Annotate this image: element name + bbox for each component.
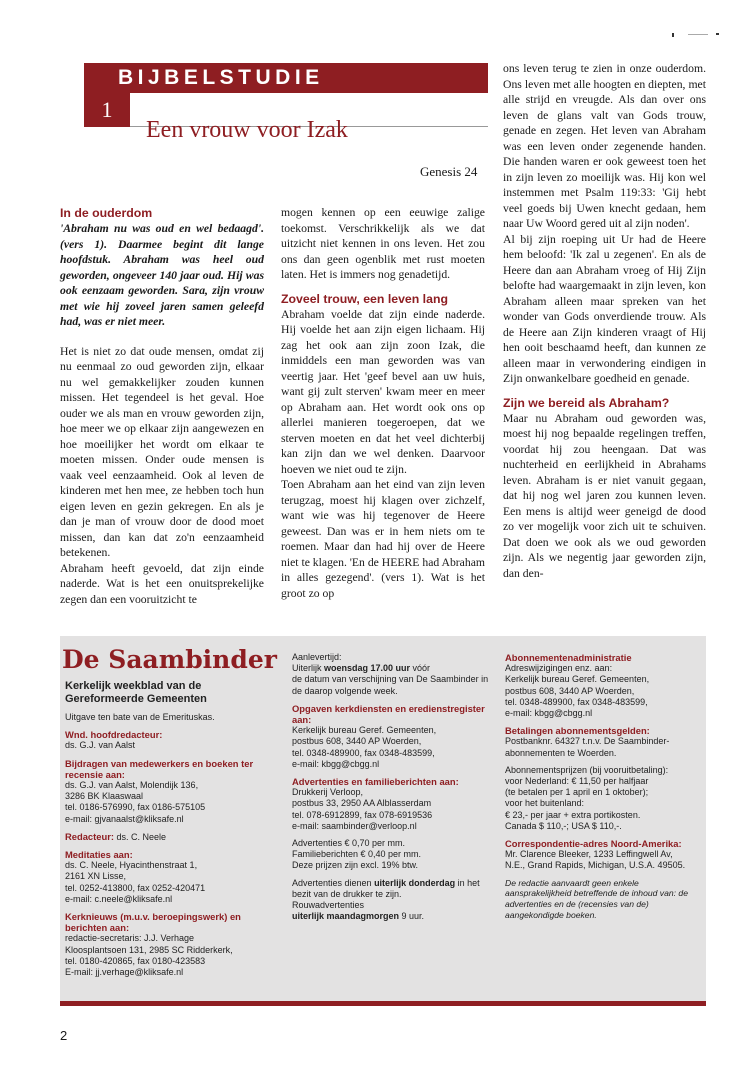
block-line: in het bezit van de drukker te zijn.	[292, 877, 480, 899]
block-line: tel. 0348-489900, fax 0348-483599,	[505, 696, 648, 707]
block-line: de datum van verschijning van De Saambinder in de daarop volgende week.	[292, 674, 489, 696]
block-line: tel. 0186-576990, fax 0186-575105	[65, 802, 206, 813]
paragraph: Al bij zijn roeping uit Ur had de Heere hem beloofd: 'Ik zal u zegenen'. En als de Heere dan aan Abraham vroeg of Hij Zijn belofte had waargemaakt in zijn leven, kon Abraham alleen maar spreken van het wonder van Gods onverdiende trouw. Als de Heere aan Zijn kinderen vraagt of Hij hen ooit beschaamd heeft, dan kunnen ze alleen maar in verwondering eindigen in Zijn onwankelbare goedheid en genade.	[503, 232, 706, 385]
paragraph: Het is niet zo dat oude mensen, omdat zij nu eenmaal zo oud geworden zijn, elkaar nu wel gemakkelijker zouden kunnen missen. Het tegendeel is het geval. Hoe ouder we als man en vrouw geworden zijn, hoe meer we op elkaar zijn aangewezen en hoe moeilijker het wordt om elkaar te moeten missen. Onder oude mensen is vaak veel eenzaamheid. Ook al leven de kinderen met hen mee, ze hebben toch hun eigen leven en gezin gekregen. En als je dan je man of vrouw door de dood moet missen, dan kan dat zo'n eenzaamheid betekenen.	[60, 344, 264, 559]
paragraph: mogen kennen op een eeuwige zalige toekomst. Verschrikkelijk als we dat uitzicht niet kennen in ons leven. Het zou ons dan geen ogenblik met rust moeten laten. Het is immers nog genadetijd.	[281, 206, 485, 281]
paragraph: ons leven terug te zien in onze ouderdom. Ons leven met alle hoogten en diepten, met alle strijd en vreugde. Als dan over ons leven de glans valt van Gods trouw, genade en zegen. Het leven van Abraham was een leven onder zegenende handen. Die handen waren er ook geweest toen het in zijn leven zo moeilijk was. Hij kon wel instemmen met Psalm 119:33: 'Gij hebt veel goeds bij Uwen knecht gedaan, hem naar Uw Woord gered uit al zijn noden'.	[503, 62, 706, 230]
block-line: abonnementen te Woerden.	[505, 747, 617, 758]
block-heading: Wnd. hoofdredacteur:	[65, 729, 163, 741]
block-line: Postbanknr. 64327 t.n.v. De Saambinder-	[505, 736, 670, 747]
block-line: postbus 33, 2950 AA Alblasserdam	[292, 798, 432, 809]
section-heading: Zoveel trouw, een leven lang	[281, 291, 448, 306]
section-banner-label: BIJBELSTUDIE	[118, 66, 324, 89]
paragraph: Abraham heeft gevoeld, dat zijn einde naderde. Wat is het een onuitsprekelijke zegen dan een vooruitzicht te	[60, 561, 264, 606]
block-line: ds. C. Neele	[113, 831, 167, 842]
block-line: Familieberichten € 0,40 per mm.	[292, 849, 422, 860]
deadline-day: uiterlijk donderdag	[374, 877, 456, 888]
block-line: ds. G.J. van Aalst, Molendijk 136,	[65, 780, 199, 791]
block-heading: Redacteur:	[65, 830, 114, 842]
block-heading: Meditaties aan:	[65, 849, 133, 861]
block-line: Mr. Clarence Bleeker, 1233 Leffingwell Av,	[505, 849, 673, 860]
block-line: e-mail: kbgg@cbgg.nl	[292, 758, 380, 769]
block-line: voor het buitenland:	[505, 798, 585, 809]
page-number: 2	[60, 1028, 68, 1043]
subtitle: Kerkelijk weekblad van de Gereformeerde Gemeenten	[65, 680, 207, 705]
block-line: ds. C. Neele, Hyacinthenstraat 1,	[65, 860, 198, 871]
column-1	[60, 205, 264, 607]
block-line: ds. G.J. van Aalst	[65, 740, 136, 751]
block-line: e-mail: kbgg@cbgg.nl	[505, 708, 593, 719]
saambinder-logo: De Saambinder	[62, 645, 277, 674]
scan-mark	[716, 33, 719, 35]
deadline-day: uiterlijk maandagmorgen	[292, 911, 400, 922]
block-line: Kerkelijk bureau Geref. Gemeenten,	[505, 674, 650, 685]
column-3	[503, 61, 706, 581]
block-line: tel. 0252-413800, fax 0252-420471	[65, 882, 206, 893]
block-line: Drukkerij Verloop,	[292, 787, 364, 798]
block-line: redactie-secretaris: J.J. Verhage	[65, 933, 195, 944]
block-line: 2161 XN Lisse,	[65, 871, 127, 882]
lesson-number: 1	[101, 97, 113, 122]
block-line: Aanlevertijd:	[292, 652, 342, 662]
block-line: Rouwadvertenties	[292, 900, 365, 911]
block-heading: Bijdragen van medewerkers en boeken ter recensie aan:	[65, 757, 254, 780]
paragraph: Toen Abraham aan het eind van zijn leven terugzag, moest hij klagen over zichzelf, want wie was hij tegenover de Heere geweest. Dan was er in hem niets om te roemen. Maar dan had hij over de Heere niet te klagen. 'En de HEERE had Abraham in alles gezegend'. (vers 1). Wat is het groot zo op	[281, 478, 485, 600]
block-line: e-mail: gjvanaalst@kliksafe.nl	[65, 813, 184, 824]
block-line: tel. 0348-489900, fax 0348-483599,	[292, 747, 435, 758]
article-title: Een vrouw voor Izak	[146, 117, 348, 143]
block-line: € 23,- per jaar + extra portikosten.	[505, 809, 641, 820]
colophon-column-3	[505, 652, 705, 921]
block-line: tel. 078-6912899, fax 078-6919536	[292, 809, 433, 820]
block-line: Adreswijzigingen enz. aan:	[505, 663, 613, 674]
block-heading: Kerknieuws (m.u.v. beroepingswerk) en berichten aan:	[65, 911, 241, 934]
block-line: e-mail: c.neele@kliksafe.nl	[65, 893, 173, 904]
block-line: voor Nederland: € 11,50 per halfjaar	[505, 776, 649, 787]
intro-text: 'Abraham nu was oud en wel bedaagd'. (vers 1). Daarmee begint dit lange hoofdstuk. Abraham was heel oud geworden, ongeveer 140 jaar oud. Hij was ook eenzaam geworden. Sara, zijn vrouw met wie hij zoveel jaren samen geleefd had, was er niet meer.	[60, 222, 264, 328]
block-line: postbus 608, 3440 AP Woerden,	[292, 736, 422, 747]
block-line: (te betalen per 1 april en 1 oktober);	[505, 787, 649, 798]
colophon-column-1	[65, 680, 275, 978]
block-line: postbus 608, 3440 AP Woerden,	[505, 685, 635, 696]
block-line: Canada $ 110,-; USA $ 110,-.	[505, 820, 622, 831]
column-2	[281, 205, 485, 601]
scan-mark	[672, 33, 674, 37]
deadline-time: woensdag 17.00 uur	[324, 663, 411, 674]
section-heading: In de ouderdom	[60, 206, 153, 220]
colophon-column-2	[292, 652, 492, 922]
block-line: Advertenties € 0,70 per mm.	[292, 838, 406, 849]
block-heading: Betalingen abonnementsgelden:	[505, 725, 650, 737]
disclaimer: De redactie aanvaardt geen enkele aansprakelijkheid betreffende de inhoud van: de advertenties en de (recensies van de) aangekondigde boeken.	[505, 877, 688, 921]
block-line: 3286 BK Klaaswaal	[65, 791, 144, 802]
paragraph: Maar nu Abraham oud geworden was, moest hij nog bepaalde regelingen treffen, voordat hij zou heengaan. Dat was nuchterheid en eerlijkheid in Abrahams leven. Abraham is er niet vanuit gegaan, dat hij nog wel jaren zou kunnen leven. Een mens is altijd weer geneigd de dood zo ver mogelijk voor zich uit te schuiven. Dat doen we ook als we oud geworden zijn. Als we negentig jaar geworden zijn, dan den-	[503, 411, 706, 580]
block-line: 9 uur.	[399, 911, 425, 922]
block-line: Abonnementsprijzen (bij vooruitbetaling):	[505, 764, 669, 775]
block-heading: Abonnementenadministratie	[505, 652, 632, 663]
block-line: Deze prijzen zijn excl. 19% btw.	[292, 860, 419, 871]
scan-mark	[688, 34, 708, 35]
block-line: e-mail: saambinder@verloop.nl	[292, 820, 417, 831]
block-line: Advertenties dienen	[292, 877, 375, 888]
paragraph: Abraham voelde dat zijn einde naderde. Hij voelde het aan zijn eigen lichaam. Hij zag het ook aan zijn zoon Izak, die inmiddels een man geworden was van veertig jaar. Het 'geef bevel aan uw huis, want gij zult sterven' kwam meer en meer op Abraham aan. Het wordt ook ons op allerlei manieren toegeroepen, dat we sterven moeten en dat het veel dichterbij kan zijn dan we wel denken. Daarvoor hoeven we niet oud te zijn.	[281, 307, 485, 476]
block-line: tel. 0180-420865, fax 0180-423583	[65, 955, 206, 966]
block-line: Uiterlijk	[292, 663, 325, 674]
scripture-reference: Genesis 24	[420, 164, 478, 179]
block-line: Kloosplantsoen 131, 2985 SC Ridderkerk,	[65, 944, 233, 955]
section-heading: Zijn we bereid als Abraham?	[503, 395, 670, 410]
colophon-rule	[60, 1001, 706, 1006]
block-line: vóór	[410, 663, 431, 674]
block-line: Kerkelijk bureau Geref. Gemeenten,	[292, 725, 437, 736]
block-heading: Correspondentie-adres Noord-Amerika:	[505, 838, 682, 850]
block-heading: Opgaven kerkdiensten en eredienstregister aan:	[292, 702, 485, 726]
block-line: N.E., Grand Rapids, Michigan, U.S.A. 49505.	[505, 860, 686, 871]
issued-text: Uitgave ten bate van de Emerituskas.	[65, 712, 215, 722]
block-line: E-mail: jj.verhage@kliksafe.nl	[65, 967, 184, 978]
block-heading: Advertenties en familieberichten aan:	[292, 776, 459, 788]
